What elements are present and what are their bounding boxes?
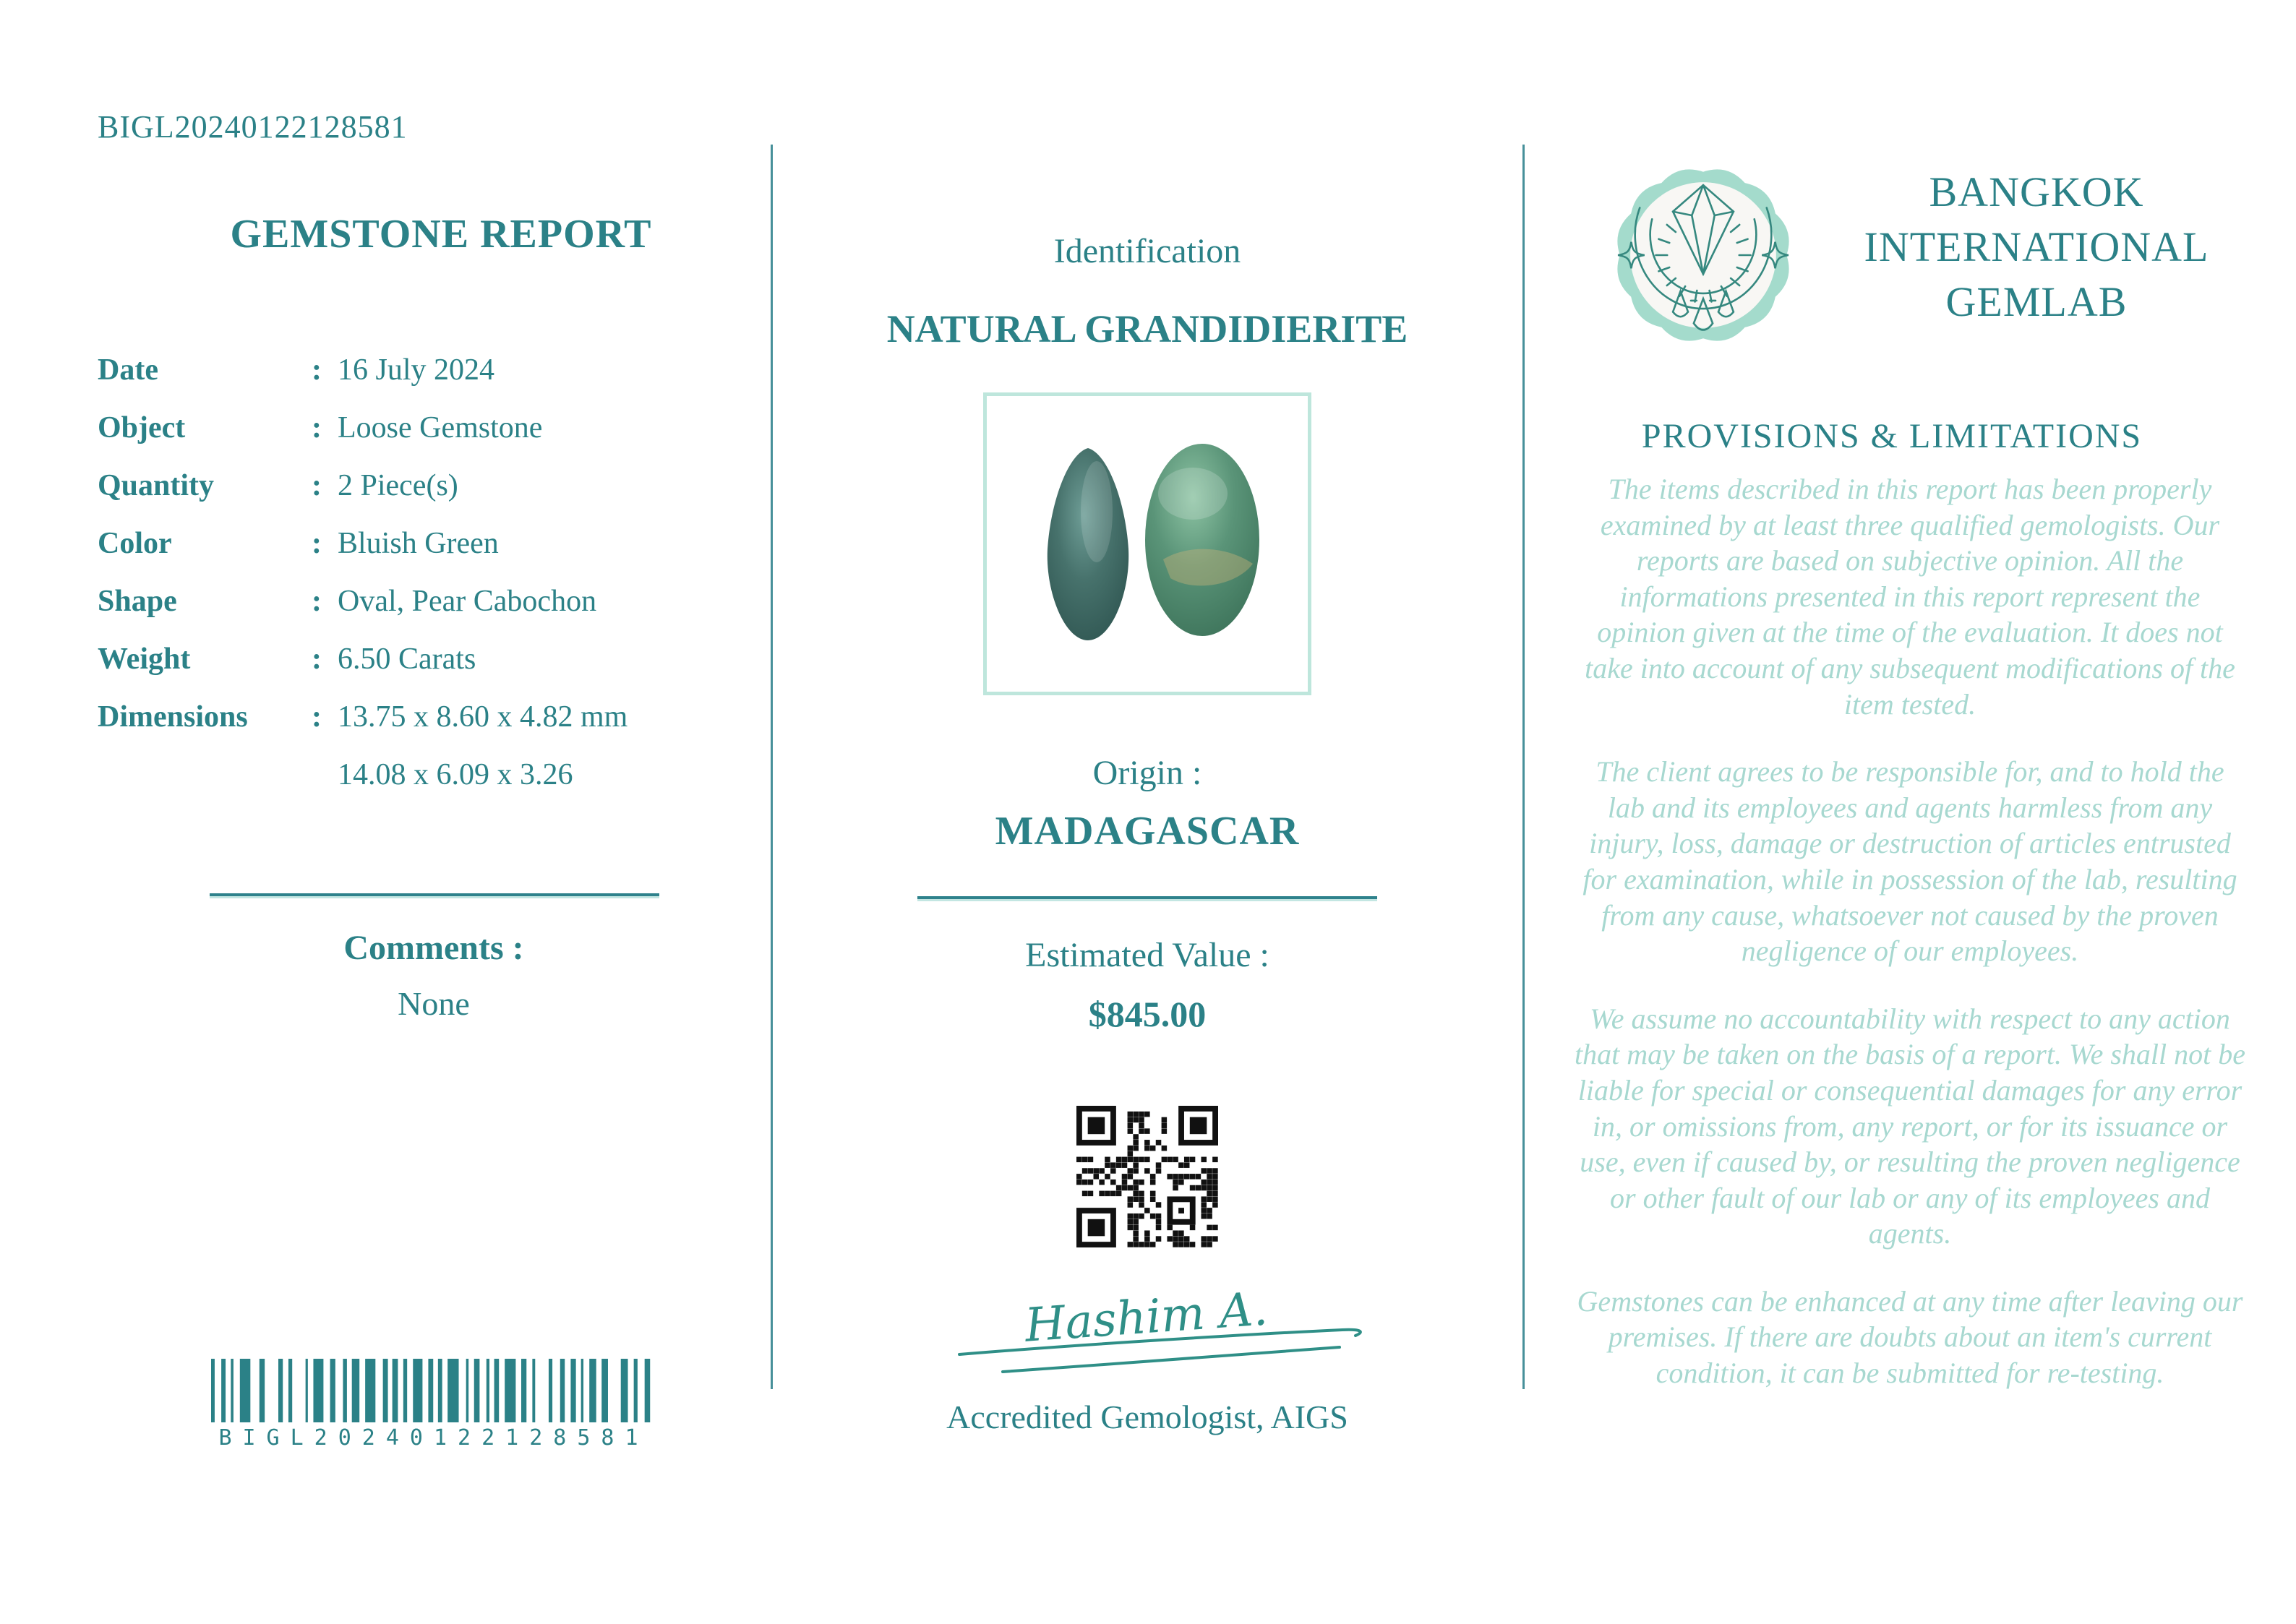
report-fields	[98, 341, 627, 804]
comments-divider	[210, 893, 659, 898]
lab-column	[1523, 0, 2296, 1624]
report-title: GEMSTONE REPORT	[230, 212, 652, 257]
qr-code-icon	[1076, 1106, 1218, 1247]
field-value-dimensions-2: 14.08 x 6.09 x 3.26	[338, 758, 573, 791]
comments-label: Comments :	[343, 929, 524, 967]
field-colon: :	[312, 585, 322, 618]
provisions-title: PROVISIONS & LIMITATIONS	[1641, 417, 2143, 455]
provisions-paragraph-1: The items described in this report has been properly examined by at least three qualified gemologists. Our reports are based on subjective opinion. All the informations presented in this report represent the opinion given at the time of the evaluation. It does not take into account of any subsequent modifications of the item tested.	[1585, 473, 2235, 721]
barcode	[211, 1359, 656, 1451]
field-label-shape: Shape	[98, 585, 177, 618]
oval-gem-highlight	[1158, 468, 1228, 520]
identification-heading: Identification	[1053, 232, 1241, 270]
estimated-value-label: Estimated Value :	[1025, 936, 1269, 974]
lab-name	[1798, 165, 2275, 330]
origin-value: MADAGASCAR	[995, 809, 1300, 854]
pear-gem-highlight	[1081, 461, 1113, 562]
field-value-date: 16 July 2024	[338, 353, 495, 387]
field-value-object: Loose Gemstone	[338, 411, 543, 444]
signature	[909, 1263, 1386, 1398]
lab-name-line2: INTERNATIONAL	[1864, 223, 2209, 270]
field-colon: :	[312, 643, 322, 676]
gem-name: NATURAL GRANDIDIERITE	[886, 307, 1408, 351]
provisions-paragraph-3: We assume no accountability with respect to any action that may be taken on the basis of a report. We shall not be liable for special or consequential damages for any error in, or omissions from, any report, or for its issuance or use, even if caused by, or resulting the proven negligence or other fault of our lab or any of its employees and agents.	[1574, 1002, 2246, 1250]
gemstone-image	[987, 396, 1308, 692]
field-colon: :	[312, 411, 322, 444]
field-label-color: Color	[98, 527, 172, 560]
field-label-object: Object	[98, 411, 186, 444]
field-colon: :	[312, 700, 322, 734]
field-value-shape: Oval, Pear Cabochon	[338, 585, 597, 618]
provisions-paragraph-2: The client agrees to be responsible for, and to hold the lab and its employees and agents harmless from any injury, loss, damage or destruction of articles entrusted for examination, while in possession of the lab, resulting from any cause, whatsoever not caused by the proven negligence of our employees.	[1582, 755, 2237, 968]
field-label-weight: Weight	[98, 643, 191, 676]
lab-name-line3: GEMLAB	[1945, 278, 2128, 325]
signature-name: Hashim A.	[1023, 1282, 1269, 1353]
field-label-quantity: Quantity	[98, 469, 215, 502]
signature-icon	[909, 1263, 1386, 1398]
field-label-date: Date	[98, 353, 158, 387]
certificate-number: BIGL20240122128581	[98, 109, 408, 145]
origin-label: Origin :	[1092, 754, 1202, 792]
gemstone-photo	[983, 392, 1311, 695]
barcode-text: BIGL20240122128581	[218, 1425, 649, 1451]
gemlab-logo-icon	[1609, 160, 1798, 350]
lab-name-line1: BANGKOK	[1929, 168, 2144, 215]
field-value-quantity: 2 Piece(s)	[338, 469, 458, 502]
provisions-paragraph-4: Gemstones can be enhanced at any time after leaving our premises. If there are doubts about an item's current condition, it can be submitted for re-testing.	[1577, 1284, 2243, 1390]
identification-column	[771, 0, 1523, 1624]
provisions-paragraphs	[1574, 471, 2246, 1391]
field-value-color: Bluish Green	[338, 527, 499, 560]
signatory-title: Accredited Gemologist, AIGS	[946, 1399, 1348, 1435]
field-value-dimensions: 13.75 x 8.60 x 4.82 mm	[338, 700, 628, 734]
field-colon: :	[312, 527, 322, 560]
field-colon: :	[312, 353, 322, 387]
field-label-dimensions: Dimensions	[98, 700, 248, 734]
barcode-icon	[211, 1359, 654, 1422]
value-divider	[917, 896, 1377, 901]
estimated-value-amount: $845.00	[1088, 994, 1207, 1034]
comments-value: None	[398, 985, 470, 1022]
field-colon: :	[312, 469, 322, 502]
field-value-weight: 6.50 Carats	[338, 643, 476, 676]
